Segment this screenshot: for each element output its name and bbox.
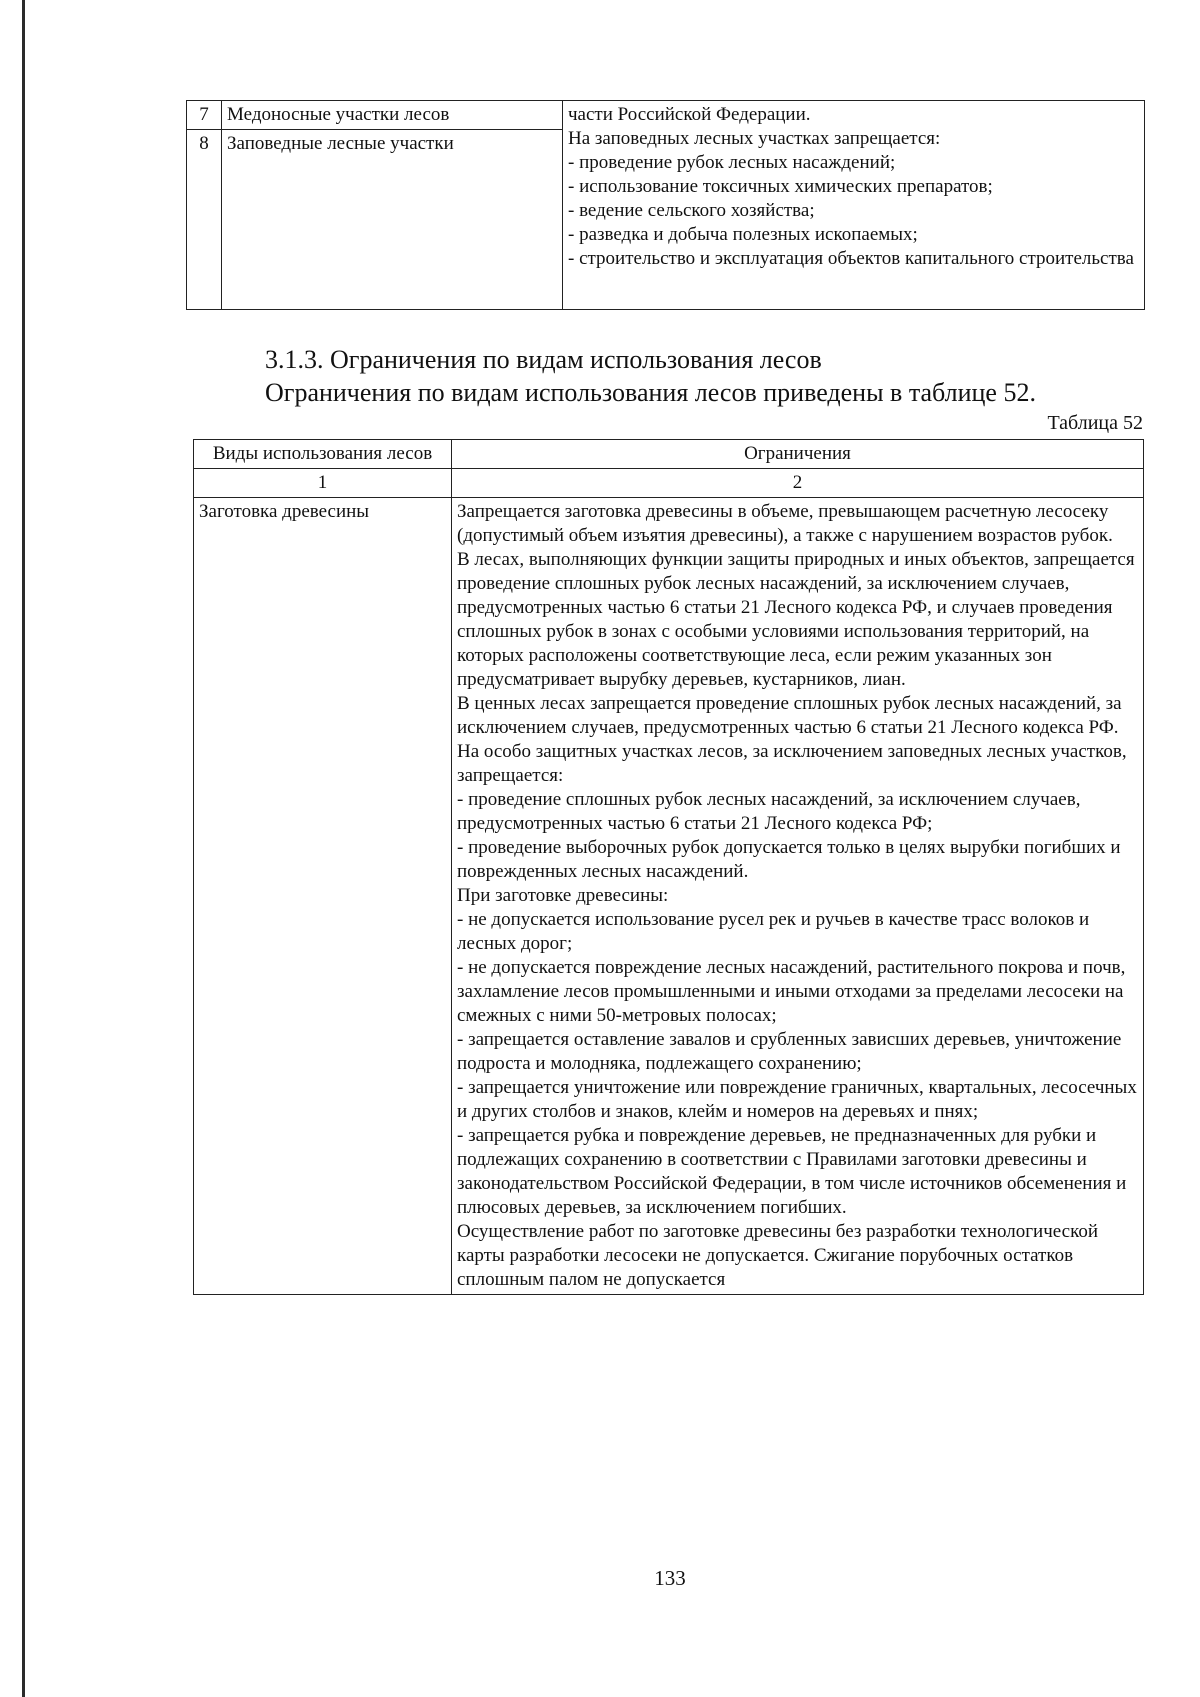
row-number: 8 [187,130,222,310]
restriction-paragraph: - запрещается уничтожение или повреждение граничных, квартальных, лесосечных и других столбов и знаков, клейм и номеров на деревьях и пнях; [457,1077,1137,1122]
restriction-text: - проведение рубок лесных насаждений; [568,152,896,173]
column-number-row [194,469,1144,498]
section-intro: Ограничения по видам использования лесов приведены в таблице 52. [265,378,1036,407]
restriction-paragraph: - не допускается использование русел рек и ручьев в качестве трасс волоков и лесных дорог; [457,909,1090,954]
restriction-text: На заповедных лесных участках запрещается: [568,128,941,149]
row-name: Медоносные участки лесов [222,101,563,130]
restriction-paragraph: - проведение выборочных рубок допускается только в целях вырубки погибших и поврежденных лесных насаждений. [457,837,1121,882]
restriction-text: части Российской Федерации. [568,104,811,125]
restriction-paragraph: В лесах, выполняющих функции защиты природных и иных объектов, запрещается проведение сплошных рубок лесных насаждений, за исключением случаев, предусмотренных частью 6 статьи 21 Лесного кодекса РФ, и случаев проведения сплошных рубок в зонах с особыми условиями использования территорий, на которых расположены соответствующие леса, если режим указанных зон предусматривает вырубку деревьев, кустарников, лиан. [457,549,1135,690]
restriction-text: - разведка и добыча полезных ископаемых; [568,224,918,245]
page-binding-edge [22,0,25,1697]
restriction-paragraph: На особо защитных участках лесов, за исключением заповедных лесных участков, запрещается: [457,741,1127,786]
column-number: 2 [452,469,1144,498]
column-number: 1 [194,469,452,498]
restriction-paragraph: Осуществление работ по заготовке древесины без разработки технологической карты разработки лесосеки не допускается. Сжигание порубочных остатков сплошным палом не допускается [457,1221,1099,1290]
continued-table [186,100,1145,310]
restriction-text: - использование токсичных химических препаратов; [568,176,993,197]
table-row [187,101,1145,130]
use-type: Заготовка древесины [194,498,452,1295]
restriction-paragraph: Запрещается заготовка древесины в объеме, превышающем расчетную лесосеку (допустимый объем изъятия древесины), а также с нарушением возрастов рубок. [457,501,1113,546]
header-restrictions: Ограничения [452,440,1144,469]
restriction-paragraph: - проведение сплошных рубок лесных насаждений, за исключением случаев, предусмотренных частью 6 статьи 21 Лесного кодекса РФ; [457,789,1081,834]
header-row [194,440,1144,469]
restriction-paragraph: В ценных лесах запрещается проведение сплошных рубок лесных насаждений, за исключением случаев, предусмотренных частью 6 статьи 21 Лесного кодекса РФ. [457,693,1122,738]
table-row [194,498,1144,1295]
table-caption: Таблица 52 [1047,412,1143,434]
section-title: 3.1.3. Ограничения по видам использования лесов [265,345,822,374]
restriction-paragraph: При заготовке древесины: [457,885,669,906]
header-uses: Виды использования лесов [194,440,452,469]
row-number: 7 [187,101,222,130]
restrictions-cell [452,498,1144,1295]
restriction-text: - ведение сельского хозяйства; [568,200,815,221]
page-number: 133 [654,1566,686,1590]
restrictions-cell [563,101,1145,310]
restrictions-table [193,439,1144,1295]
row-name: Заповедные лесные участки [222,130,563,310]
restriction-paragraph: - запрещается оставление завалов и срубленных зависших деревьев, уничтожение подроста и молодняка, подлежащего сохранению; [457,1029,1122,1074]
restriction-paragraph: - не допускается повреждение лесных насаждений, растительного покрова и почв, захламление лесов промышленными и иными отходами за пределами лесосеки на смежных с ними 50-метровых полосах; [457,957,1126,1026]
restriction-paragraph: - запрещается рубка и повреждение деревьев, не предназначенных для рубки и подлежащих сохранению в соответствии с Правилами заготовки древесины и законодательством Российской Федерации, в том числе источников обсеменения и плюсовых деревьев, за исключением погибших. [457,1125,1127,1218]
restriction-text: - строительство и эксплуатация объектов капитального строительства [568,248,1134,269]
